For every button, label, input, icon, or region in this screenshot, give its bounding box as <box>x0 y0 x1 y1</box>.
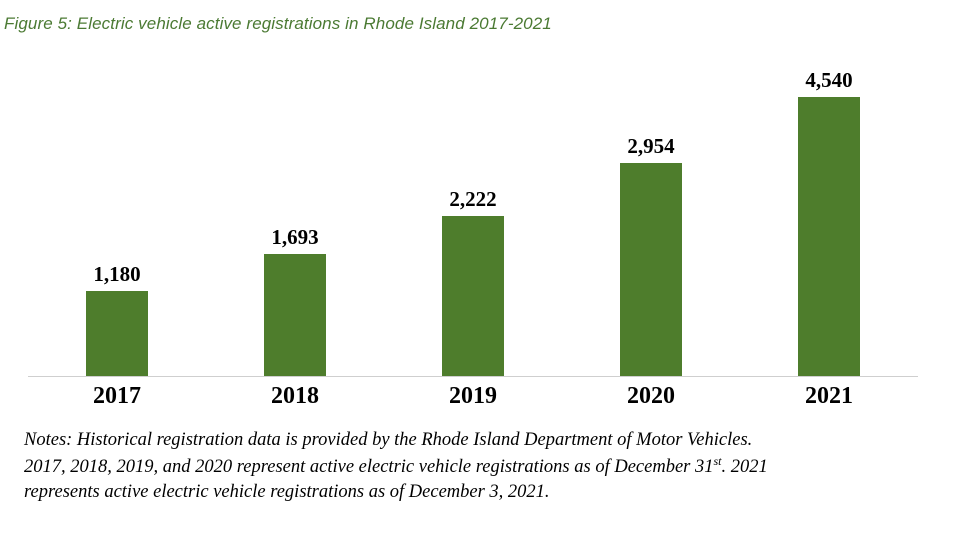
notes-line-2-text: 2017, 2018, 2019, and 2020 represent active electric vehicle registrations as of December 31 <box>24 457 714 478</box>
x-tick-2021: 2021 <box>805 383 853 409</box>
notes-line-3: represents active electric vehicle registrations as of December 3, 2021. <box>24 482 550 503</box>
notes-line-2 <box>24 453 929 480</box>
bar-2018[interactable] <box>264 254 326 376</box>
figure-notes <box>24 428 929 505</box>
notes-line-1: Notes: Historical registration data is provided by the Rhode Island Department of Motor Vehicles. <box>24 430 753 450</box>
bar-group-2018 <box>206 46 384 376</box>
bar-value-label: 2,954 <box>627 134 675 158</box>
bar-group-2021 <box>740 46 918 376</box>
x-axis-line <box>28 376 918 377</box>
bar-value-label: 2,222 <box>449 187 497 211</box>
figure-title: Figure 5: Electric vehicle active registrations in Rhode Island 2017-2021 <box>4 14 552 33</box>
x-tick-2017: 2017 <box>93 383 141 409</box>
bar-2021[interactable] <box>798 97 860 376</box>
bar-value-label: 1,180 <box>93 262 141 286</box>
x-tick-2020: 2020 <box>627 383 675 409</box>
notes-ordinal-suffix: st <box>713 453 722 468</box>
notes-line-2-tail: . 2021 <box>721 457 768 478</box>
bar-series <box>28 46 918 376</box>
bar-group-2017 <box>28 46 206 376</box>
x-tick-2019: 2019 <box>449 383 497 409</box>
bar-group-2019 <box>384 46 562 376</box>
x-tick-2018: 2018 <box>271 383 319 409</box>
bar-group-2020 <box>562 46 740 376</box>
bar-chart <box>0 40 953 415</box>
bar-2020[interactable] <box>620 163 682 376</box>
cropped-text-line <box>0 0 953 12</box>
bar-2017[interactable] <box>86 291 148 376</box>
bar-value-label: 4,540 <box>805 68 853 92</box>
bar-2019[interactable] <box>442 216 504 376</box>
bar-value-label: 1,693 <box>271 225 319 249</box>
x-axis-labels <box>28 383 918 423</box>
